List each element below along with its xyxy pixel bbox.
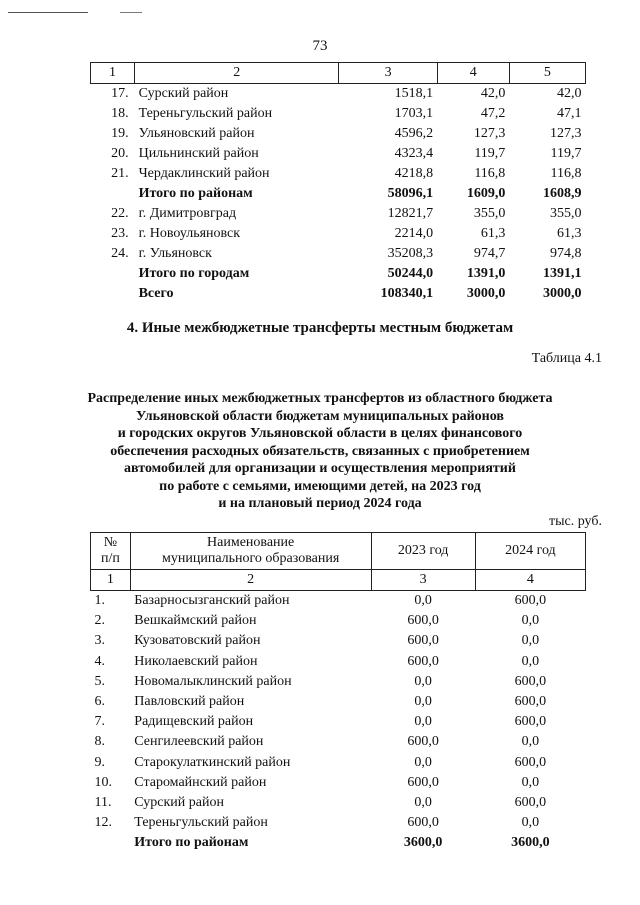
- row-value-2023: 0,0: [414, 754, 432, 770]
- row-value-col5: 974,8: [550, 246, 582, 261]
- row-value-2023: 0,0: [414, 673, 432, 689]
- row-value-col4: 974,7: [473, 246, 506, 261]
- row-number: 20.: [111, 146, 129, 161]
- column-index: 3: [339, 63, 437, 84]
- row-value-col3: 50244,0: [387, 266, 434, 281]
- row-value-2023: 600,0: [407, 815, 439, 831]
- table-total-row: [91, 264, 586, 284]
- row-value-col3: 1518,1: [394, 86, 434, 101]
- row-name: Цильнинский район: [138, 146, 259, 161]
- table-row: [91, 204, 586, 224]
- table-row: [91, 591, 586, 612]
- row-number: 17.: [111, 86, 129, 101]
- column-index: 2: [135, 63, 339, 84]
- row-value-col4: 47,2: [480, 106, 506, 121]
- row-value-col5: 1608,9: [543, 186, 582, 201]
- row-name: Итого по городам: [138, 266, 250, 281]
- row-number: 2.: [94, 613, 105, 629]
- table-index-row: [91, 570, 586, 591]
- row-number: 24.: [111, 246, 129, 261]
- row-value-col3: 2214,0: [394, 226, 434, 241]
- scan-edge-line: [120, 12, 142, 13]
- row-value-col4: 355,0: [473, 206, 506, 221]
- table-title: [60, 390, 580, 513]
- table-row: [91, 144, 586, 164]
- row-name: Вешкаймский район: [134, 613, 257, 629]
- row-value-2023: 0,0: [414, 714, 432, 730]
- row-name: Базарносызганский район: [134, 593, 290, 609]
- table-row: [91, 652, 586, 672]
- table-row: [91, 224, 586, 244]
- row-name: г. Димитровград: [138, 206, 237, 221]
- row-value-col5: 119,7: [550, 146, 582, 161]
- row-number: [91, 184, 135, 204]
- row-value-col5: 42,0: [557, 86, 582, 101]
- row-value-col5: 355,0: [550, 206, 582, 221]
- scan-edge-line: [8, 12, 88, 13]
- transfers-table-4-1: [90, 532, 586, 853]
- row-name: Ульяновский район: [138, 126, 255, 141]
- row-value-col5: 47,1: [557, 106, 582, 121]
- row-value-col4: 42,0: [480, 86, 506, 101]
- row-value-2024: 600,0: [514, 694, 547, 710]
- row-value-2024: 0,0: [521, 653, 540, 669]
- row-name: Сурский район: [134, 794, 224, 810]
- row-value-2024: 0,0: [521, 613, 540, 629]
- table-row: [91, 84, 586, 105]
- table-total-row: [91, 184, 586, 204]
- row-name: Тереньгульский район: [138, 106, 273, 121]
- row-number: 5.: [94, 673, 105, 689]
- row-value-col3: 35208,3: [387, 246, 434, 261]
- table-row: [91, 124, 586, 144]
- row-name: Старомайнский район: [134, 774, 267, 790]
- row-number: 9.: [94, 754, 105, 770]
- row-name: Старокулаткинский район: [134, 754, 291, 770]
- row-value-2024: 600,0: [514, 714, 547, 730]
- row-number: 23.: [111, 226, 129, 241]
- table-row: [91, 793, 586, 813]
- table-row: [91, 672, 586, 692]
- row-number: [91, 264, 135, 284]
- page-number: 73: [312, 38, 328, 54]
- table-title-line: по работе с семьями, имеющими детей, на 2023 год: [159, 478, 481, 494]
- row-value-col4: 116,8: [474, 166, 506, 181]
- table-header-row: [91, 533, 586, 570]
- row-value-2023: 600,0: [407, 653, 439, 669]
- row-number: 7.: [94, 714, 105, 730]
- row-value-col3: 4596,2: [394, 126, 434, 141]
- row-number: 21.: [111, 166, 129, 181]
- column-index: 5: [509, 63, 585, 84]
- row-name: Сенгилеевский район: [134, 734, 264, 750]
- header-2024: 2024 год: [475, 533, 585, 570]
- section-title: 4. Иные межбюджетные трансферты местным бюджетам: [126, 320, 514, 336]
- row-number: 11.: [94, 794, 112, 810]
- row-value-col4: 3000,0: [466, 286, 506, 301]
- row-number: 19.: [111, 126, 129, 141]
- row-value-2024: 0,0: [521, 734, 540, 750]
- table-total-row: [91, 284, 586, 304]
- row-number: 6.: [94, 694, 105, 710]
- header-name: [130, 533, 371, 570]
- row-number: 4.: [94, 653, 105, 669]
- row-number: 8.: [94, 734, 105, 750]
- row-name: г. Новоульяновск: [138, 226, 241, 241]
- row-value-2023: 0,0: [414, 593, 432, 609]
- row-name: Чердаклинский район: [138, 166, 270, 181]
- distribution-table-continued: [90, 62, 586, 304]
- row-number: 22.: [111, 206, 129, 221]
- header-2023: 2023 год: [371, 533, 475, 570]
- header-number: [91, 533, 131, 570]
- table-row: [91, 753, 586, 773]
- row-value-col3: 4323,4: [394, 146, 434, 161]
- units-label: тыс. руб.: [549, 514, 602, 529]
- row-number: [91, 284, 135, 304]
- row-number: 3.: [94, 633, 105, 649]
- row-value-2023: 0,0: [414, 794, 432, 810]
- table-title-line: и на плановый период 2024 года: [218, 496, 422, 511]
- row-value-2024: 600,0: [514, 754, 547, 770]
- table-title-line: и городских округов Ульяновской области в целях финансового: [117, 426, 523, 441]
- row-value-col3: 58096,1: [387, 186, 434, 201]
- column-index: 1: [91, 63, 135, 84]
- column-index: 4: [475, 570, 585, 591]
- row-number: 1.: [94, 593, 105, 609]
- table-row: [91, 104, 586, 124]
- table-row: [91, 712, 586, 732]
- row-name: Радищевский район: [134, 714, 254, 730]
- table-title-line: Ульяновской области бюджетам муниципальных районов: [136, 408, 504, 424]
- row-name: Сурский район: [138, 86, 229, 101]
- row-value-2023: 600,0: [407, 734, 439, 750]
- row-value-col4: 61,3: [480, 226, 506, 241]
- column-index: 4: [437, 63, 509, 84]
- row-name: Павловский район: [134, 694, 245, 710]
- row-name: г. Ульяновск: [138, 246, 212, 261]
- row-value-2024: 600,0: [514, 794, 547, 810]
- row-value-col3: 12821,7: [387, 206, 434, 221]
- row-value-col4: 119,7: [474, 146, 506, 161]
- row-value-col3: 4218,8: [394, 166, 434, 181]
- table-label: Таблица 4.1: [531, 351, 602, 366]
- table-title-line: автомобилей для организации и осуществления мероприятий: [124, 461, 516, 476]
- row-value-2024: 0,0: [521, 774, 540, 790]
- table-row: [91, 732, 586, 752]
- table-title-line: Распределение иных межбюджетных трансфертов из областного бюджета: [87, 391, 553, 406]
- row-value-col3: 1703,1: [394, 106, 434, 121]
- row-number: 10.: [94, 774, 112, 790]
- row-name: Итого по районам: [138, 186, 253, 201]
- table-row: [91, 692, 586, 712]
- column-index: 2: [130, 570, 371, 591]
- row-value-2024: 0,0: [521, 633, 540, 649]
- row-value-2023: 600,0: [407, 774, 439, 790]
- row-value-col4: 127,3: [473, 126, 506, 141]
- row-value-col5: 1391,1: [543, 266, 582, 281]
- row-value-2024: 600,0: [514, 673, 547, 689]
- column-index: 1: [91, 570, 131, 591]
- row-value-col5: 127,3: [550, 126, 582, 141]
- row-value-col4: 1391,0: [466, 266, 506, 281]
- row-value-col5: 3000,0: [543, 286, 582, 301]
- row-value-2023: 600,0: [407, 613, 439, 629]
- row-value-2023: 3600,0: [403, 835, 443, 851]
- table-row: [91, 164, 586, 184]
- row-number: 18.: [111, 106, 129, 121]
- row-value-col5: 61,3: [557, 226, 582, 241]
- row-value-2023: 600,0: [407, 633, 439, 649]
- row-name: Всего: [138, 286, 174, 301]
- column-index: 3: [371, 570, 475, 591]
- row-value-2024: 0,0: [521, 815, 540, 831]
- header-number-line1: №: [103, 535, 118, 550]
- table-row: [91, 611, 586, 631]
- table-row: [91, 773, 586, 793]
- row-value-col4: 1609,0: [466, 186, 506, 201]
- header-number-line2: п/п: [100, 551, 120, 566]
- row-value-col3: 108340,1: [380, 286, 434, 301]
- row-name: Новомалыклинский район: [134, 673, 292, 689]
- row-value-2024: 3600,0: [511, 835, 550, 851]
- table-title-line: обеспечения расходных обязательств, связанных с приобретением: [110, 443, 530, 459]
- table-row: [91, 244, 586, 264]
- row-number: 12.: [94, 815, 112, 831]
- row-value-col5: 116,8: [550, 166, 582, 181]
- table-index-row: [91, 63, 586, 84]
- header-name-line2: муниципального образования: [162, 551, 340, 566]
- row-number: [91, 833, 131, 853]
- table-row: [91, 813, 586, 833]
- row-name: Николаевский район: [134, 653, 258, 669]
- row-name: Тереньгульский район: [134, 815, 268, 831]
- row-name: Кузоватовский район: [134, 633, 261, 649]
- table-total-row: [91, 833, 586, 853]
- row-value-2023: 0,0: [414, 694, 432, 710]
- row-value-2024: 600,0: [514, 593, 547, 609]
- header-name-line1: Наименование: [207, 535, 295, 550]
- row-name: Итого по районам: [134, 835, 249, 851]
- table-row: [91, 631, 586, 651]
